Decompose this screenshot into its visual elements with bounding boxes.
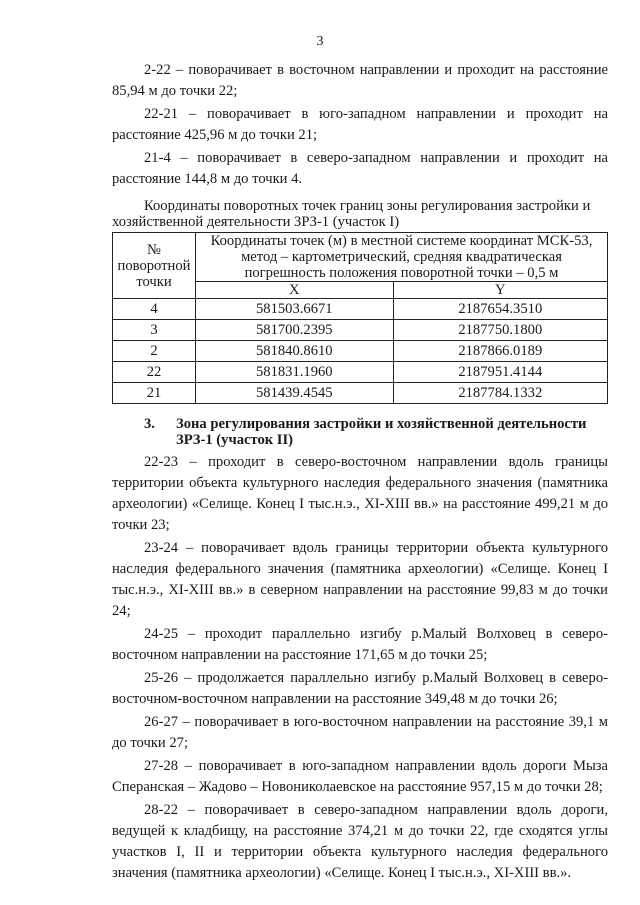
point-number-cell: 4 <box>113 299 196 320</box>
point-number-cell: 3 <box>113 320 196 341</box>
page-content <box>112 60 608 886</box>
point-number-cell: 2 <box>113 341 196 362</box>
paragraph: 24-25 – проходит параллельно изгибу р.Малый Волховец в северо-восточном направлении на расстояние 171,65 м до точки 25; <box>112 626 608 663</box>
point-number-cell: 21 <box>113 383 196 404</box>
table-row <box>113 341 608 362</box>
section-number: 3. <box>144 416 155 432</box>
table-row <box>113 383 608 404</box>
table-header-row <box>113 233 608 282</box>
paragraph: 21-4 – поворачивает в северо-западном направлении и проходит на расстояние 144,8 м до точки 4. <box>112 150 608 187</box>
y-cell: 2187654.3510 <box>393 299 607 320</box>
table-row <box>113 320 608 341</box>
paragraph: 28-22 – поворачивает в северо-западном направлении вдоль дороги, ведущей к кладбищу, на расстояние 374,21 м до точки 22, где сходятся углы участков I, II и территории объекта культурного наследия федерального значения (памятника археологии) «Селище. Конец I тыс.н.э., XI-XIII вв.». <box>112 802 608 881</box>
paragraph: 27-28 – поворачивает в юго-западном направлении вдоль дороги Мыза Сперанская – Жадово – Новониколаевское на расстояние 957,15 м до точки 28; <box>112 758 608 795</box>
column-header-point-number: № поворотной точки <box>113 233 196 299</box>
page-number: 3 <box>316 34 324 49</box>
paragraph: 2-22 – поворачивает в восточном направлении и проходит на расстояние 85,94 м до точки 22; <box>112 62 608 99</box>
y-cell: 2187750.1800 <box>393 320 607 341</box>
coordinates-table <box>112 232 608 404</box>
paragraph: 25-26 – продолжается параллельно изгибу р.Малый Волховец в северо-восточном-восточном направлении на расстояние 349,48 м до точки 26; <box>112 670 608 707</box>
x-cell: 581840.8610 <box>196 341 394 362</box>
x-cell: 581503.6671 <box>196 299 394 320</box>
y-cell: 2187951.4144 <box>393 362 607 383</box>
table-caption: Координаты поворотных точек границ зоны регулирования застройки и хозяйственной деятельности ЗРЗ-1 (участок I) <box>112 198 591 230</box>
x-cell: 581831.1960 <box>196 362 394 383</box>
table-row <box>113 362 608 383</box>
paragraph: 23-24 – поворачивает вдоль границы территории объекта культурного наследия федерального значения (памятника археологии) «Селище. Конец I тыс.н.э., XI-XIII вв.» в северном направлении на расстояние 99,83 м до точки 24; <box>112 540 608 619</box>
paragraph: 26-27 – поворачивает в юго-восточном направлении на расстояние 39,1 м до точки 27; <box>112 714 608 751</box>
x-cell: 581700.2395 <box>196 320 394 341</box>
y-cell: 2187784.1332 <box>393 383 607 404</box>
section-title: Зона регулирования застройки и хозяйственной деятельности ЗРЗ-1 (участок II) <box>176 416 587 448</box>
column-header-coordinates: Координаты точек (м) в местной системе координат МСК-53, метод – картометрический, средняя квадратическая погрешность положения поворотной точки – 0,5 м <box>196 233 608 282</box>
paragraph: 22-23 – проходит в северо-восточном направлении вдоль границы территории объекта культурного наследия федерального значения (памятника археологии) «Селище. Конец I тыс.н.э., XI-XIII вв.» на расстояние 499,21 м до точки 23; <box>112 454 608 533</box>
section-heading <box>112 416 608 448</box>
column-header-y: Y <box>393 282 607 299</box>
y-cell: 2187866.0189 <box>393 341 607 362</box>
point-number-cell: 22 <box>113 362 196 383</box>
table-row <box>113 299 608 320</box>
column-header-x: X <box>196 282 394 299</box>
paragraph: 22-21 – поворачивает в юго-западном направлении и проходит на расстояние 425,96 м до точки 21; <box>112 106 608 143</box>
x-cell: 581439.4545 <box>196 383 394 404</box>
